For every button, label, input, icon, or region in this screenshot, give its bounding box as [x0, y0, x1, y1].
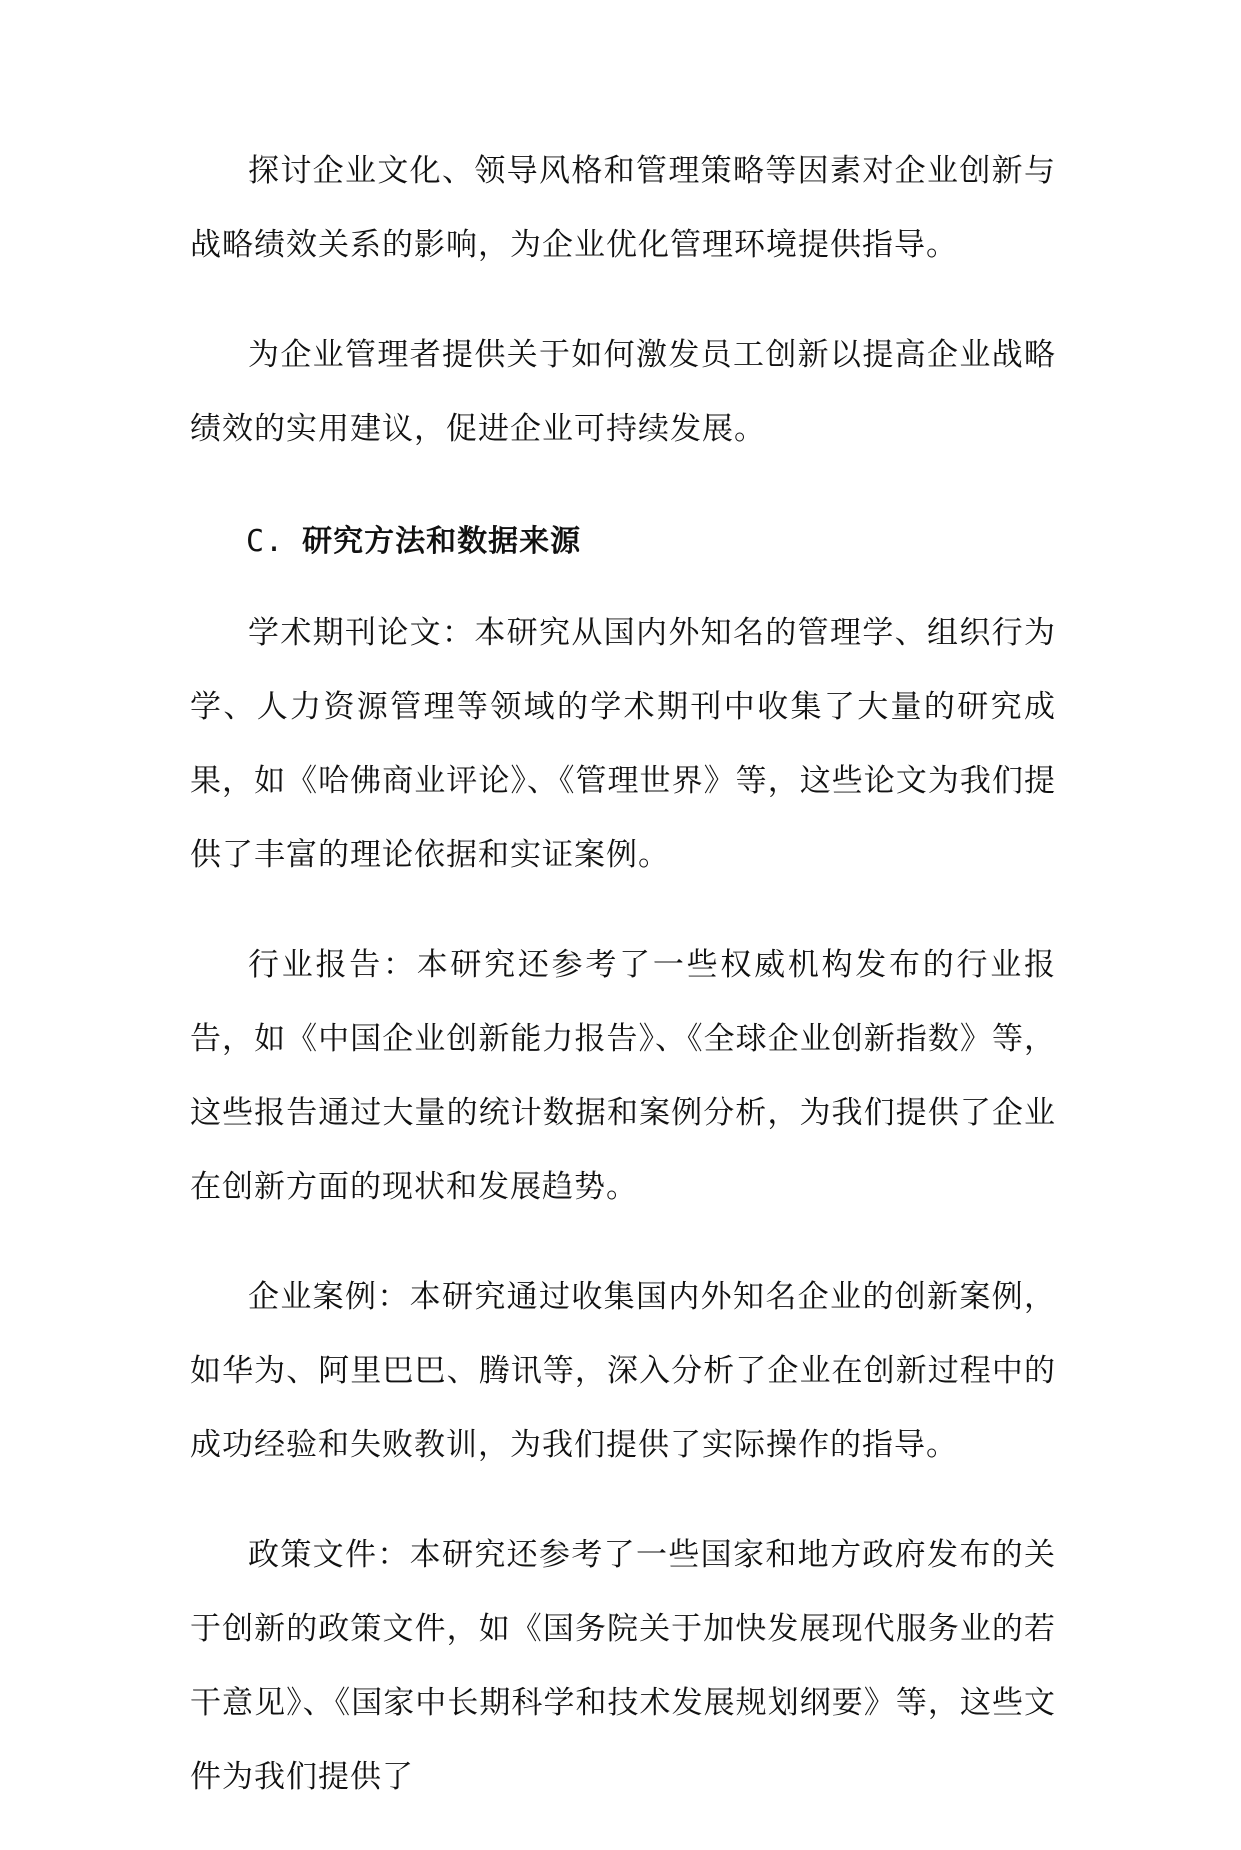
section-title: 研究方法和数据来源	[302, 524, 582, 559]
section-marker: C.	[246, 524, 285, 559]
paragraph-objective-advice: 为企业管理者提供关于如何激发员工创新以提高企业战略绩效的实用建议，促进企业可持续发展。	[190, 337, 1056, 447]
section-heading	[190, 514, 1056, 570]
paragraph-journals: 学术期刊论文：本研究从国内外知名的管理学、组织行为学、人力资源管理等领域的学术期刊中收集了大量的研究成果，如《哈佛商业评论》、《管理世界》等，这些论文为我们提供了丰富的理论依据和实证案例。	[190, 615, 1056, 873]
page-body	[190, 134, 1056, 1850]
paragraph-objective-culture: 探讨企业文化、领导风格和管理策略等因素对企业创新与战略绩效关系的影响，为企业优化管理环境提供指导。	[190, 153, 1056, 263]
paragraph-industry-reports: 行业报告：本研究还参考了一些权威机构发布的行业报告，如《中国企业创新能力报告》、《全球企业创新指数》等，这些报告通过大量的统计数据和案例分析，为我们提供了企业在创新方面的现状和发展趋势。	[190, 947, 1056, 1205]
paragraph-company-cases: 企业案例：本研究通过收集国内外知名企业的创新案例，如华为、阿里巴巴、腾讯等，深入分析了企业在创新过程中的成功经验和失败教训，为我们提供了实际操作的指导。	[190, 1279, 1056, 1463]
paragraph-policy-documents: 政策文件：本研究还参考了一些国家和地方政府发布的关于创新的政策文件，如《国务院关于加快发展现代服务业的若干意见》、《国家中长期科学和技术发展规划纲要》等，这些文件为我们提供了	[190, 1537, 1056, 1795]
